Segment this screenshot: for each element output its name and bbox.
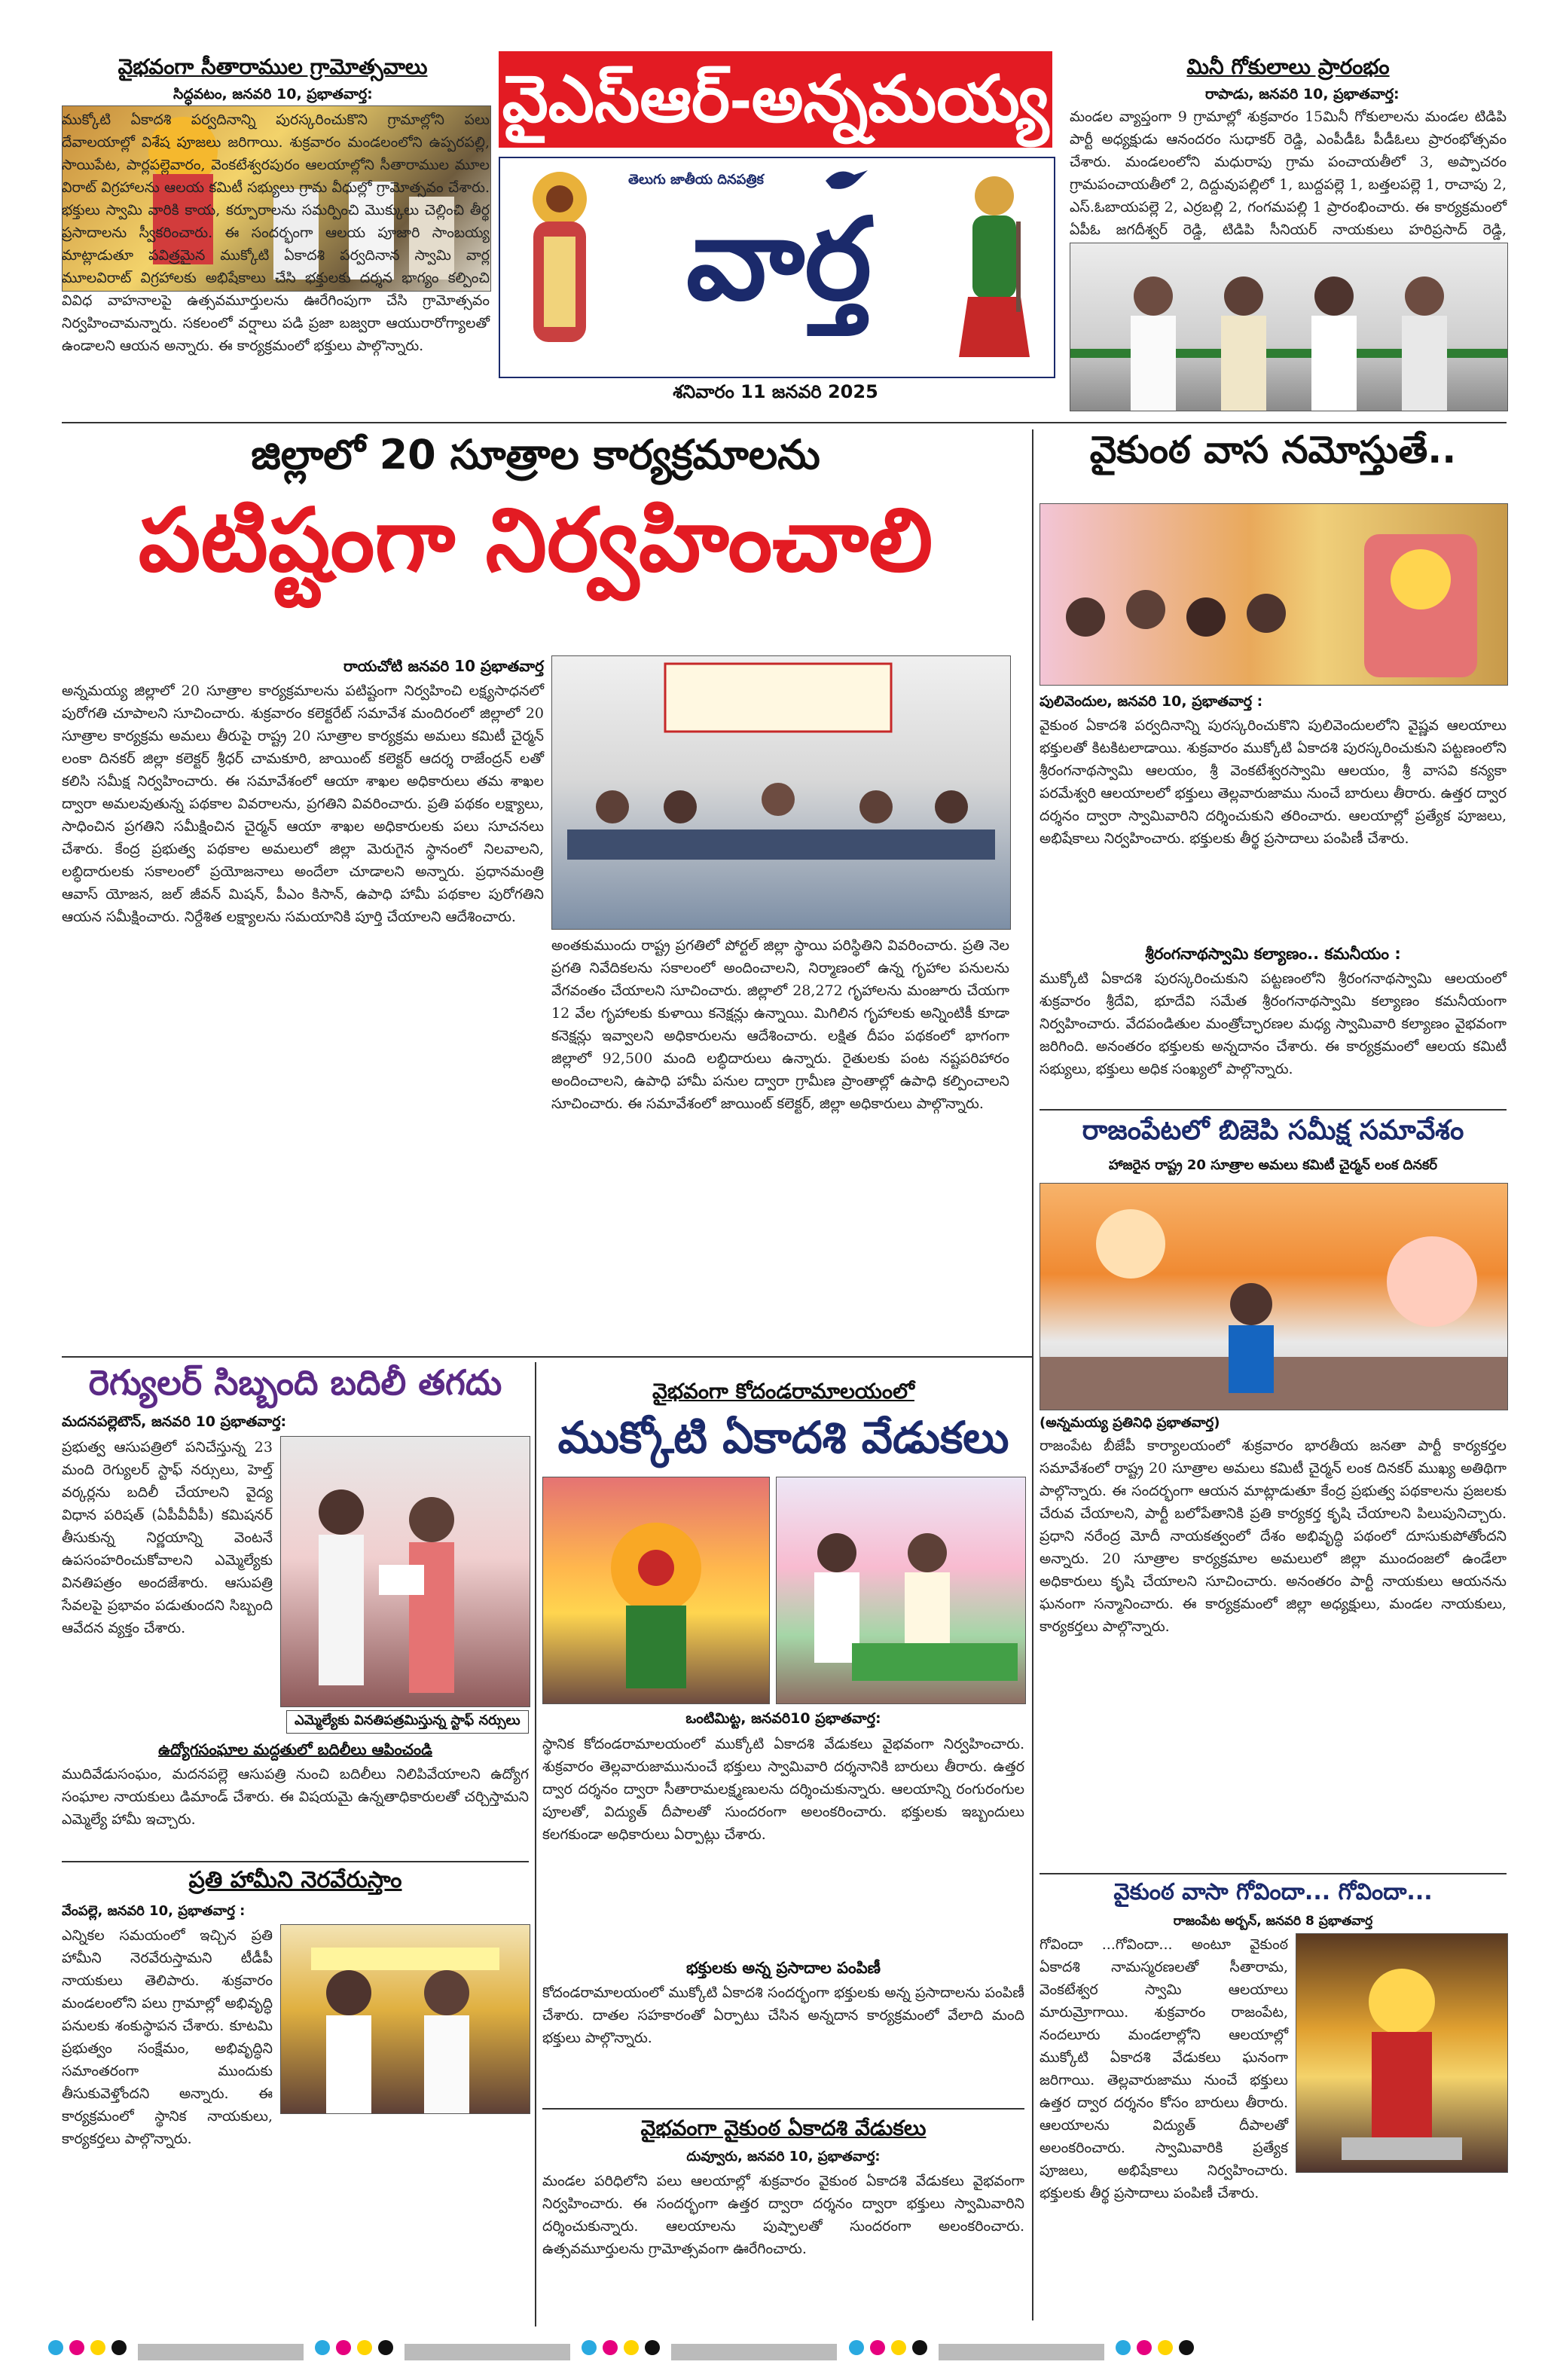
vaikuntha-right-body2: ముక్కోటి ఏకాదశి పురస్కరించుకుని పట్టణంలోని శ్రీరంగనాథస్వామి ఆలయంలో శుక్రవారం శ్రీదేవి, భూదేవి సమేత శ్రీరంగనాథస్వామి కల్యాణం కమనీయంగా నిర్వహించారు. వేదపండితుల మంత్రోచ్ఛారణల మధ్య స్వామివారి కల్యాణం వైభవంగా జరిగింది. అనంతరం భక్తులకు అన్నదానం చేశారు. ఈ కార్యక్రమంలో ఆలయ కమిటీ సభ్యులు, భక్తులు అధిక సంఖ్యలో పాల్గొన్నారు. <box>1040 970 1507 1077</box>
lead-photo <box>551 655 1011 930</box>
decorated-deity-icon <box>543 1477 769 1703</box>
deity-left-icon <box>511 169 609 365</box>
vaikuntha-right-photo <box>1040 503 1508 686</box>
transfer-photo <box>280 1436 530 1707</box>
top-right-photo <box>1070 243 1508 411</box>
kodandarama-body: స్థానిక కోదండరామాలయంలో ముక్కోటి ఏకాదశి వేడుకలు వైభవంగా నిర్వహించారు. శుక్రవారం తెల్లవారుజామునుంచే భక్తులు స్వామివారి దర్శనానికి బారులు తీరారు. ఉత్తర ద్వార దర్శనం ద్వారా సీతారామలక్ష్మణులను దర్శించుకున్నారు. ఆలయాన్ని రంగురంగుల పూలతో, విద్యుత్ దీపాలతో సుందరంగా అలంకరించారు. భక్తులకు ఇబ్బందులు కలగకుండా అధికారులు ఏర్పాట్లు చేశారు. <box>542 1736 1024 1843</box>
reg-dot-yellow <box>624 2340 639 2355</box>
reg-dot-black <box>378 2340 393 2355</box>
felicitation-icon <box>281 1925 530 2113</box>
kodandarama-subhead: భక్తులకు అన్న ప్రసాదాల పంపిణీ <box>686 1959 881 1977</box>
govinda-headline: వైకుంఠ వాసా గోవిందా... గోవిందా... <box>1113 1879 1433 1905</box>
promise-body: ఎన్నికల సమయంలో ఇచ్చిన ప్రతి హామీని నెరవేరుస్తామని టీడీపీ నాయకులు తెలిపారు. శుక్రవారం మండలంలోని పలు గ్రామాల్లో అభివృద్ధి పనులకు శంకుస్థాపన చేశారు. కూటమి ప్రభుత్వం సంక్షేమం, అభివృద్ధిని సమాంతరంగా ముందుకు తీసుకువెళ్తోందని అన్నారు. ఈ కార్యక్రమంలో స్థానిక నాయకులు, కార్యకర్తలు పాల్గొన్నారు. <box>62 1927 273 2147</box>
reg-dot-yellow <box>90 2340 105 2355</box>
top-right-dateline: రాపాడు, జనవరి 10, ప్రభాతవార్త: <box>1205 86 1400 102</box>
masthead-tagline: తెలుగు జాతీయ దినపత్రిక <box>628 172 764 188</box>
lead-kicker: జిల్లాలో 20 సూత్రాల కార్యక్రమాలను <box>251 431 820 478</box>
reg-bar <box>671 2344 837 2360</box>
lead-body-left: అన్నమయ్య జిల్లాలో 20 సూత్రాల కార్యక్రమాలను పటిష్టంగా నిర్వహించి లక్ష్యసాధనలో పురోగతి చూపాలని సూచించారు. శుక్రవారం కలెక్టరేట్ సమావేశ మందిరంలో జిల్లాలో 20 సూత్రాల కార్యక్రమ అమలు తీరుపై రాష్ట్ర 20 సూత్రాల కార్యక్రమ అమలు కమిటీ చైర్మన్ లంకా దినకర్ జిల్లా కలెక్టర్ శ్రీధర్ చామకూరి, జాయింట్ కలెక్టర్ ఆదర్శ రాజేంద్రన్ లతో కలిసి సమీక్ష నిర్వహించారు. ఈ సమావేశంలో ఆయా శాఖల అధికారులు తమ శాఖల ద్వారా అమలవుతున్న పథకాల వివరాలను, ప్రగతిని వివరించారు. ప్రతి పథకం లక్ష్యాలు, సాధించిన ప్రగతిని సమీక్షించిన చైర్మన్ ఆయా శాఖల అధికారులకు పలు సూచనలు చేశారు. కేంద్ర ప్రభుత్వ పథకాల అమలులో జిల్లా మెరుగైన స్థానంలో నిలవాలని, లబ్ధిదారులకు సకాలంలో ప్రయోజనాలు అందేలా చూడాలని అన్నారు. ప్రధానమంత్రి ఆవాస్ యోజన, జల్ జీవన్ మిషన్, పీఎం కిసాన్, ఉపాధి హామీ పథకాల పురోగతిని ఆయన సమీక్షించారు. నిర్దేశిత లక్ష్యాలను సమయానికి పూర్తి చేయాలని ఆదేశించారు. <box>62 683 544 925</box>
transfer-headline: రెగ్యులర్ సిబ్బంది బదిలీ తగదు <box>88 1362 502 1403</box>
devotees-crowd-icon <box>1040 504 1507 685</box>
vaikuntha-bottom-headline: వైభవంగా వైకుంఠ ఏకాదశి వేడుకలు <box>640 2116 927 2140</box>
masthead-paper-name: వార్త <box>685 194 872 325</box>
govinda-dateline: రాజంపేట అర్బన్, జనవరి 8 ప్రభాతవార్త <box>1173 1914 1373 1929</box>
deity-idol-icon <box>1296 1934 1507 2172</box>
top-right-headline: మినీ గోకులాలు ప్రారంభం <box>1186 54 1390 79</box>
reg-dot-black <box>912 2340 927 2355</box>
reg-dot-yellow <box>1158 2340 1173 2355</box>
rule-lead-bottom <box>62 1356 1032 1358</box>
reg-dot-cyan <box>48 2340 63 2355</box>
masthead-date: శనివారం 11 జనవరి 2025 <box>673 381 878 402</box>
lead-body-right: అంతకుముందు రాష్ట్ర ప్రగతిలో పోర్టల్ జిల్లా స్థాయి పరిస్థితిని వివరించారు. ప్రతి నెల ప్రగతి నివేదికలను సకాలంలో అందించాలని, నిర్మాణంలో ఉన్న గృహాల పనులను వేగవంతం చేయాలని సూచించారు. జిల్లాలో 28,272 గృహాలను మంజూరు చేయగా 12 వేల గృహాలకు కుళాయి కనెక్షన్లు ఉన్నాయి. మిగిలిన గృహాలకు అన్నింటికీ కూడా కనెక్షన్లు ఇవ్వాలని అధికారులను ఆదేశించారు. లక్షిత దీపం పథకంలో భాగంగా జిల్లాలో 92,500 మంది లబ్ధిదారులు ఉన్నారు. రైతులకు పంట నష్టపరిహారం అందించాలని, ఉపాధి హామీ పనుల ద్వారా గ్రామీణ ప్రాంతాల్లో ఉపాధి కల్పించాలని సూచించారు. ఈ సమావేశంలో జాయింట్ కలెక్టర్, జిల్లా అధికారులు పాల్గొన్నారు. <box>551 937 1009 1112</box>
kodandarama-dateline: ఒంటిమిట్ట, జనవరి10 ప్రభాతవార్త: <box>685 1710 881 1727</box>
reg-dot-black <box>1179 2340 1194 2355</box>
kodandarama-photo-right <box>776 1477 1026 1704</box>
kodandarama-kicker: వైభవంగా కోదండరామాలయంలో <box>652 1379 914 1404</box>
top-left-headline: వైభవంగా సీతారాముల గ్రామోత్సవాలు <box>118 54 428 79</box>
promise-dateline: వేంపల్లె, జనవరి 10, ప్రభాతవార్త : <box>62 1903 246 1919</box>
transfer-subhead: ఉద్యోగసంఘాల మద్దతులో బదిలీలు ఆపించండి <box>158 1740 432 1758</box>
masthead-logo-box <box>499 157 1055 378</box>
vaikuntha-right-subhead: శ్రీరంగనాథస్వామి కల్యాణం.. కమనీయం : <box>1145 945 1401 963</box>
party-stage-icon <box>1040 1184 1507 1410</box>
promise-photo <box>280 1924 530 2114</box>
reg-dot-black <box>111 2340 127 2355</box>
reg-dot-magenta <box>69 2340 84 2355</box>
promise-headline: ప్రతి హామీని నెరవేరుస్తాం <box>188 1867 402 1893</box>
petition-handover-icon <box>281 1437 530 1706</box>
rule-masthead-bottom <box>62 422 1507 423</box>
reg-dot-cyan <box>582 2340 597 2355</box>
kodandarama-photo-left <box>542 1477 770 1704</box>
reg-dot-yellow <box>891 2340 906 2355</box>
reg-dot-black <box>645 2340 660 2355</box>
reg-dot-cyan <box>1116 2340 1131 2355</box>
reg-dot-magenta <box>870 2340 885 2355</box>
reg-bar <box>939 2344 1104 2360</box>
vaikuntha-bottom-body: మండల పరిధిలోని పలు ఆలయాల్లో శుక్రవారం వైకుంఠ ఏకాదశి వేడుకలు వైభవంగా నిర్వహించారు. ఈ సందర్భంగా ఉత్తర ద్వారా దర్శనం ద్వారా భక్తులు స్వామివారిని దర్శించుకున్నారు. ఆలయాలను పుష్పాలతో సుందరంగా అలంకరించారు. ఉత్సవమూర్తులను గ్రామోత్సవంగా ఊరేగించారు. <box>542 2173 1024 2257</box>
lead-headline: పటిష్టంగా నిర్వహించాలి <box>138 490 933 591</box>
top-right-body: మండల వ్యాప్తంగా 9 గ్రామాల్లో శుక్రవారం 15మినీ గోకులాలను మండల టిడిపి పార్టీ అధ్యక్షుడు ఆనందరం సుధాకర్ రెడ్డి, ఎంపీడీఓ పీడీఓలు ప్రారంభోత్సవం చేశారు. మండలంలోని మధురాపు గ్రామ పంచాయతీలో 3, అప్పాచరం గ్రామపంచాయతీలో 2, దిద్దువుపల్లిలో 1, బుద్దపల్లె 1, బత్తలపల్లె 1, రాచాపు 2, ఎస్.ఓబాయపల్లె 2, ఎర్రబల్లి 2, గంగమపల్లి 1 ప్రారంభించారు. ఈ కార్యక్రమంలో ఏపీఓ జగదీశ్వర్ రెడ్డి, టిడిపి సీనియర్ నాయకులు హరిప్రసాద్ రెడ్డి, <box>1070 108 1507 238</box>
masthead-banner: వైఎస్ఆర్-అన్నమయ్య <box>499 51 1052 148</box>
bjp-sub: హాజరైన రాష్ట్ర 20 సూత్రాల అమలు కమిటీ చైర్మన్ లంక దినకర్ <box>1108 1157 1438 1173</box>
reg-dot-cyan <box>849 2340 864 2355</box>
promise-body-cont <box>280 2119 529 2323</box>
govinda-photo <box>1296 1933 1508 2173</box>
vaikuntha-right-headline: వైకుంఠ వాస నమోస్తుతే.. <box>1089 428 1457 472</box>
rule-promise-top <box>62 1861 529 1862</box>
bjp-body: రాజంపేట బీజేపీ కార్యాలయంలో శుక్రవారం భారతీయ జనతా పార్టీ కార్యకర్తల సమావేశంలో రాష్ట్ర 20 సూత్రాల అమలు కమిటీ చైర్మన్ లంక దినకర్ ముఖ్య అతిథిగా పాల్గొన్నారు. ఈ సందర్భంగా ఆయన మాట్లాడుతూ కేంద్ర ప్రభుత్వ పథకాలను ప్రజలకు చేరువ చేయాలని, పార్టీ బలోపేతానికి ప్రతి కార్యకర్త కృషి చేయాలని పిలుపునిచ్చారు. ప్రధాని నరేంద్ర మోదీ నాయకత్వంలో దేశం అభివృద్ధి పథంలో దూసుకుపోతోందని అన్నారు. 20 సూత్రాల కార్యక్రమాల అమలులో జిల్లా ముందంజలో ఉండేలా అధికారులు కృషి చేయాలని సూచించారు. అనంతరం పార్టీ నాయకులు ఆయనను ఘనంగా సన్మానించారు. ఈ కార్యక్రమంలో జిల్లా అధ్యక్షులు, మండల నాయకులు, కార్యకర్తలు పాల్గొన్నారు. <box>1040 1437 1507 1635</box>
transfer-body: ప్రభుత్వ ఆసుపత్రిలో పనిచేస్తున్న 23 మంది రెగ్యులర్ స్టాఫ్ నర్సులు, హెల్త్ వర్కర్లను బదిలీ చేయాలని వైద్య విధాన పరిషత్ (ఏపీవీవీపీ) కమిషనర్ తీసుకున్న నిర్ణయాన్ని వెంటనే ఉపసంహరించుకోవాలని ఎమ్మెల్యేకు వినతిపత్రం అందజేశారు. ఆసుపత్రి సేవలపై ప్రభావం పడుతుందని సిబ్బంది ఆవేదన వ్యక్తం చేశారు. <box>62 1439 273 1636</box>
transfer-dateline: మదనపల్లెటౌన్, జనవరి 10 ప్రభాతవార్త: <box>62 1413 287 1430</box>
reg-dot-magenta <box>603 2340 618 2355</box>
govinda-body: గోవిందా ...గోవిందా... అంటూ వైకుంఠ ఏకాదశి నామస్మరణలతో సీతారామ, వెంకటేశ్వర స్వామి ఆలయాలు మారుమ్రోగాయి. శుక్రవారం రాజంపేట, నందలూరు మండలాల్లోని ఆలయాల్లో ముక్కోటి ఏకాదశి వేడుకలు ఘనంగా జరిగాయి. తెల్లవారుజాము నుంచే భక్తులు ఉత్తర ద్వార దర్శనం కోసం బారులు తీరారు. ఆలయాలను విద్యుత్ దీపాలతో అలంకరించారు. స్వామివారికి ప్రత్యేక పూజలు, అభిషేకాలు నిర్వహించారు. భక్తులకు తీర్థ ప్రసాదాలు పంపిణీ చేశారు. <box>1040 1936 1288 2201</box>
top-left-dateline: సిద్ధవటం, జనవరి 10, ప్రభాతవార్త: <box>173 86 373 102</box>
color-registration-strip <box>45 2340 1522 2363</box>
bjp-headline: రాజంపేటలో బిజెపి సమీక్ష సమావేశం <box>1082 1115 1464 1146</box>
reg-dot-yellow <box>357 2340 372 2355</box>
vaikuntha-right-body: వైకుంఠ ఏకాదశి పర్వదినాన్ని పురస్కరించుకొని పులివెందులలోని వైష్ణవ ఆలయాలు భక్తులతో కిటకిటలాడాయి. శుక్రవారం ముక్కోటి ఏకాదశి పురస్కరించుకుని పట్టణంలోని శ్రీరంగనాథస్వామి ఆలయం, శ్రీ వెంకటేశ్వరస్వామి ఆలయం, శ్రీ వాసవి కన్యకా పరమేశ్వరి ఆలయాలలో భక్తులు తెల్లవారుజాము నుంచే బారులు తీరారు. ఉత్తర ద్వార దర్శనం ద్వారా స్వామివారిని దర్శించుకుని తరించారు. ఆలయాల్లో ప్రత్యేక పూజలు, అభిషేకాలు నిర్వహించారు. భక్తులకు తీర్థ ప్రసాదాలు పంపిణీ చేశారు. <box>1040 717 1507 847</box>
rule-govinda-top <box>1040 1873 1507 1874</box>
bjp-dateline: (అన్నమయ్య ప్రతినిధి ప్రభాతవార్త) <box>1040 1415 1220 1431</box>
prasadam-distribution-icon <box>777 1477 1025 1703</box>
kodandarama-body2: కోదండరామాలయంలో ముక్కోటి ఏకాదశి సందర్భంగా భక్తులకు అన్న ప్రసాదాలను పంపిణీ చేశారు. దాతల సహకారంతో ఏర్పాటు చేసిన అన్నదాన కార్యక్రమంలో వేలాది మంది భక్తులు పాల్గొన్నారు. <box>542 1984 1024 2046</box>
reg-dot-cyan <box>315 2340 330 2355</box>
rule-mid-divider <box>535 1362 536 2327</box>
transfer-body2: ముదివేడుసంఘం, మదనపల్లె ఆసుపత్రి నుంచి బదిలీలు నిలిపివేయాలని ఉద్యోగ సంఘాల నాయకులు డిమాండ్ చేశారు. ఈ విషయమై ఉన్నతాధికారులతో చర్చిస్తామని ఎమ్మెల్యే హామీ ఇచ్చారు. <box>62 1766 529 1828</box>
rule-col-divider <box>1032 429 1033 2320</box>
lead-dateline: రాయచోటి జనవరి 10 ప్రభాతవార్త <box>343 657 544 675</box>
bjp-photo <box>1040 1183 1508 1410</box>
vaikuntha-bottom-dateline: దువ్వూరు, జనవరి 10, ప్రభాతవార్త: <box>686 2149 881 2165</box>
deity-right-icon <box>945 169 1043 365</box>
reg-bar <box>405 2344 570 2360</box>
reg-bar <box>138 2344 304 2360</box>
rule-bjp-top <box>1040 1109 1507 1111</box>
kodandarama-headline: ముక్కోటి ఏకాదశి వేడుకలు <box>557 1412 1009 1463</box>
masthead <box>499 51 1052 416</box>
reg-dot-magenta <box>336 2340 351 2355</box>
ribbon-cutting-icon <box>1070 243 1507 411</box>
rule-vaikuntha-bottom-top <box>542 2108 1024 2110</box>
reg-dot-magenta <box>1137 2340 1152 2355</box>
vaikuntha-right-dateline: పులివెందుల, జనవరి 10, ప్రభాతవార్త : <box>1040 693 1263 710</box>
meeting-hall-icon <box>552 656 1010 929</box>
transfer-caption: ఎమ్మెల్యేకు వినతిపత్రమిస్తున్న స్టాఫ్ నర్సులు <box>286 1710 529 1734</box>
top-left-body: ముక్కోటి ఏకాదశి పర్వదినాన్ని పురస్కరించుకొని గ్రామాల్లోని పలు దేవాలయాల్లో విశేష పూజలు జరిగాయి. శుక్రవారం మండలంలోని ఉప్పరపల్లి, సాయిపేట, పార్లపల్లెవారం, వెంకటేశ్వరపురం ఆలయాల్లోని సీతారాముల మూల విరాట్ విగ్రహాలను ఆలయ కమిటీ సభ్యులు గ్రామ వీధుల్లో గ్రామోత్సవం చేశారు. భక్తులు స్వామి వారికి కాయ, కర్పూరాలను సమర్పించి మొక్కులు చెల్లించి తీర్థ ప్రసాదాలను స్వీకరించారు. ఈ సందర్భంగా ఆలయ పూజారి సాంబయ్య మాట్లాడుతూ పవిత్రమైన ముక్కోటి ఏకాదశి పర్వదినాన స్వామి వార్ల మూలవిరాట్ విగ్రహాలకు అభిషేకాలు చేసి భక్తులకు దర్శన భాగ్యం కల్పించి వివిధ వాహనాలపై ఉత్సవమూర్తులను ఊరేగింపుగా చేసి గ్రామోత్సవం నిర్వహించామన్నారు. సకలంలో వర్షాలు పడి ప్రజా బజ్వరా ఆయురారోగ్యాలతో ఉండాలని ఆయన అన్నారు. ఈ కార్యక్రమంలో భక్తులు పాల్గొన్నారు. <box>62 112 490 354</box>
